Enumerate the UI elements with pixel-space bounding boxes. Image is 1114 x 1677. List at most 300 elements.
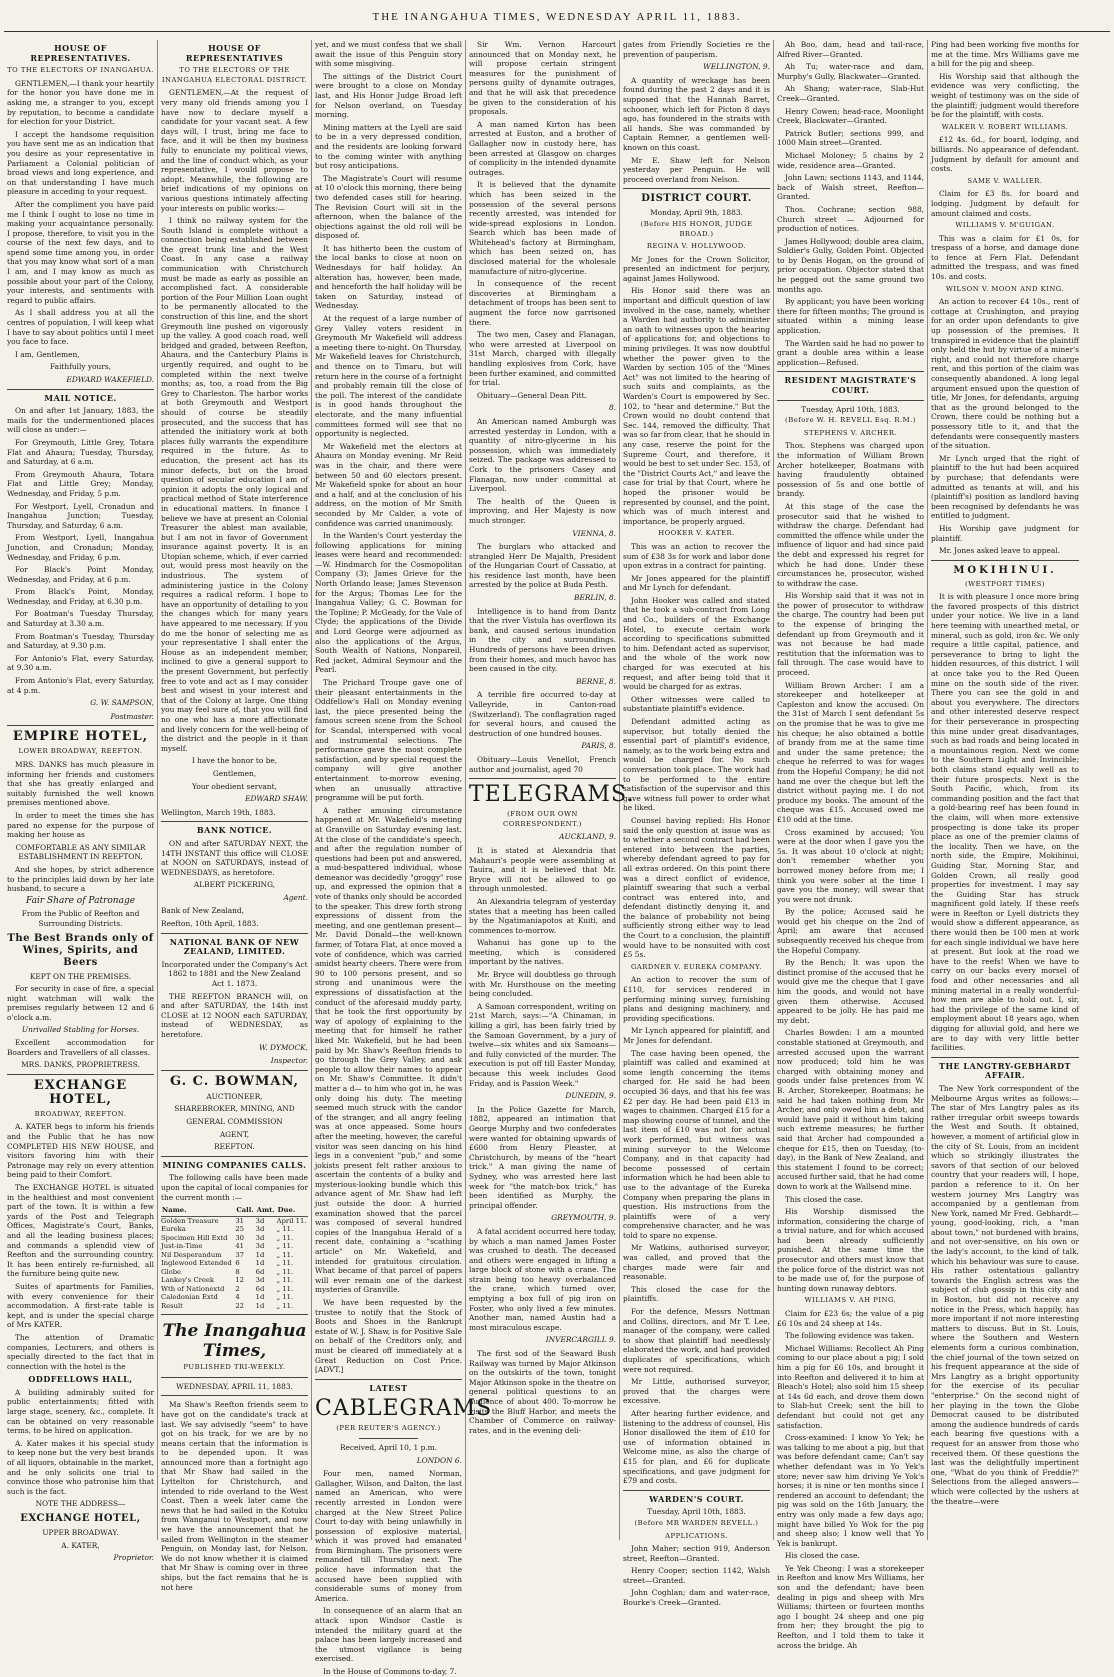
ad-heading: The Best Brands only of Wines, Spirits, and Beers: [7, 932, 154, 968]
court-paragraph: Mr. Jones asked leave to appeal.: [939, 546, 1060, 556]
table-row: [161, 1293, 308, 1302]
case-title: SAME V. WALLIER.: [967, 176, 1043, 185]
section-heading: DISTRICT COURT.: [641, 193, 752, 205]
court-paragraph: At this stage of the case the prosecutor said that he wished to withdraw the charge. Defendant had committed the offence while under the influence of liquor and had since paid the debt and expressed his regret for which he had done. Under these circumstances he, prosecutor, wished to withdraw the case.: [777, 501, 924, 588]
ad-paragraph: GENTLEMEN,—I thank your heartily for the honor you have done me in asking me, a stranger to you, except by reputation, to become a candidate for election for your District.: [7, 78, 154, 127]
notice-line: For Westport, Lyell, Cronadun and Inangahua Junction; Tuesday, Thursday, and Saturday, 6 a.m.: [7, 501, 154, 530]
news-paragraph: The Magistrate's Court will resume at 10 o'clock this morning, there being two defended cases still for hearing. The Revision Court will sit in the afternoon, when the balance of the objections against the old roll will be disposed of.: [315, 173, 462, 241]
news-paragraph: It is believed that the dynamite which has been seized in the possession of the several persons recently arrested, was intended for wide-spread explosions in London. Search which has been made of Whitehead's factory at Birmingham, which has been seized on, has disclosed material for the wholesale manufacture of nitro-glycerine.: [469, 180, 616, 276]
table-cell: „ 11.: [276, 1233, 294, 1242]
court-paragraph: The following evidence was taken.: [785, 1331, 915, 1341]
table-row: [161, 1242, 308, 1251]
table-cell: Specimen Hill Extd: [161, 1233, 228, 1242]
table-cell: Eureka: [161, 1225, 186, 1234]
divider: [7, 725, 154, 726]
dateline: INVERCARGILL 9.: [545, 1335, 616, 1345]
divider: [7, 1074, 154, 1075]
signature: G. W. SAMPSON,: [90, 698, 154, 708]
dateline: AUCKLAND, 9.: [559, 832, 616, 842]
news-paragraph: In consequence of the recent discoveries at Birmingham a detachment of troops has been sent to augment the force now garrisoned there.: [469, 279, 616, 327]
ad-paragraph: Gentlemen,: [212, 768, 257, 778]
ad-paragraph: MRS. DANKS has much pleasure in informing her friends and customers that she has greatly enlarged and suitably furnished the well known premises mentioned above.: [7, 760, 154, 808]
table-cell: „ 11.: [276, 1259, 294, 1268]
table-cell: „ 11.: [276, 1293, 294, 1302]
ad-paragraph: I have the honor to be,: [191, 756, 278, 766]
court-paragraph: Michael Williams: Recollect Ah Ping coming to our place about a pig; I sold him a pig for £6 10s, and brought it into Reefton and delivered it to him at Bleach's Hotel; also sold him 15 sheep at 14s 6d each, and drove them down to Slab-hut Creek; sent the bill to defendant but could not get any satisfaction.: [777, 1343, 924, 1430]
dateline: BERNE, 8.: [575, 676, 616, 686]
news-paragraph: An Alexandria telegram of yesterday states that a meeting has been called by the Ngatimaniapotos at Kuiti, and commences to-morrow.: [469, 896, 616, 935]
court-paragraph: John Hooker was called and stated that he took a sub-contract from Long and Co., builders of the Exchange Hotel, to execute certain work according to specifications submitted to him. Defendant acted as supervisor, and the whole of the work now charged for was executed at his request, and after being told that it would be charged for as extras.: [623, 595, 770, 692]
notice-paragraph: Bank of New Zealand,: [161, 906, 245, 916]
news-paragraph: In consequence of an alarm that an attack upon Windsor Castle is intended the military guard at the palace has been largely increased and the utmost vigilance is being exercised.: [315, 1606, 462, 1664]
ad-paragraph: Excellent accommodation for Boarders and Travellers of all classes.: [7, 1038, 154, 1057]
court-paragraph: Mr Jones for the Crown Solicitor, presented an indictment for perjury, against James Hollywood.: [623, 254, 770, 283]
table-body: [161, 1216, 308, 1310]
notice-paragraph: Incorporated under the Company's Act 1862 to 1881 and the New Zealand Act 1. 1873.: [161, 959, 308, 989]
ad-paragraph: The attention of Dramatic companies, Lecturers, and others is specially directed to the fact that in connection with the hotel is the: [7, 1332, 154, 1371]
table-row: [161, 1216, 308, 1225]
table-cell: 1d: [255, 1301, 265, 1310]
court-paragraph: By applicant; you have been working there for fifteen months; The ground is situated within a mining lease application.: [777, 297, 924, 336]
section-heading: THE LANGTRY-GEBHARDT AFFAIR.: [939, 1060, 1071, 1081]
section-heading: MOKIHINUI.: [953, 564, 1057, 576]
ad-heading: ODDFELLOWS HALL,: [28, 1374, 133, 1385]
table-cell: „ 11.: [276, 1301, 294, 1310]
news-paragraph: Four men, named Norman, Gallagher, Wilson, and Dalton, the last named an American, who were recently arrested in London were charged at the New Street Police Court to-day with being unlawfully in possession of explosive material, which it was proved had emanated from Birmingham. The prisoners were remanded till Thursday next. The police have information that the accused have been supplied with considerable sums of money from America.: [315, 1469, 462, 1603]
table-cell: 4: [235, 1293, 240, 1302]
ad-paragraph: AUCTIONEER,: [206, 1091, 263, 1101]
table-cell: Nil Desperandum: [161, 1250, 222, 1259]
court-paragraph: Ah Tu; water-race and dam, Murphy's Gully, Blackwater—Granted.: [777, 62, 924, 81]
court-paragraph: An action to recover the sum of £110, for services rendered in performing mining survey, furnishing plans and designing machinery, and providing specifications.: [623, 975, 770, 1023]
ad-paragraph: I am, Gentlemen,: [15, 349, 80, 359]
court-paragraph: His Worship said that it was not in the power of prosecutor to withdraw the charge. The country had been put to the expense of bringing the defendant up from Greymouth and it was not because he had made restitution that the information was to fall through. The case would have to proceed.: [777, 591, 924, 678]
table-cell: 3d: [255, 1225, 265, 1234]
table-cell: 6d: [255, 1284, 265, 1293]
ad-paragraph: Wellington, March 19th, 1883.: [161, 807, 276, 817]
news-paragraph: We have been requested by the trustee to notify that the Stock of Boots and Shoes in the Bankrupt estate of W. J. Shaw, is for Positive Sale on behalf of the Creditors only, and must be cleared off immediately at a Great Reduction on Cost Price. [ADVT.]: [315, 1298, 462, 1375]
case-title: HOOKER V. KATER.: [658, 529, 735, 538]
news-paragraph: Mining matters at the Lyell are said to be in a very depressed condition, and the residents are looking forward to the coming winter with anything but rosy anticipations.: [315, 122, 462, 171]
court-paragraph: John Lawn; sections 1143, and 1144, back of Walsh street, Reefton—Granted.: [777, 173, 924, 202]
divider: [315, 1379, 462, 1380]
divider: [359, 1438, 418, 1439]
court-paragraph: Patrick Butler; sections 999, and 1000 Main street—Granted.: [777, 128, 924, 148]
table-cell: Just-in-Time: [161, 1242, 203, 1251]
news-paragraph: Obituary—Louis Venellot, French author and journalist, aged 70: [469, 754, 616, 774]
dateline: 8.: [608, 403, 616, 413]
table-row: [161, 1251, 308, 1260]
court-paragraph: Ah Boo, dam, head and tail-race, Alfred River—Granted.: [777, 40, 924, 59]
ad-paragraph: COMFORTABLE AS ANY SIMILAR ESTABLISHMENT IN REEFTON,: [15, 842, 146, 862]
ad-heading: EMPIRE HOTEL,: [12, 729, 149, 745]
ad-paragraph: REEFTON.: [214, 1142, 255, 1152]
section-subheading: (FROM OUR OWN CORRESPONDENT.): [503, 810, 582, 828]
news-paragraph: In the Police Gazette for March, 1882, appeared an intimation that George Murphy and two confederates were wanted for obtaining upwards of £600 from Henry Pleaster, at Christchurch, by means of the "heart trick." A man giving the name of Sydney, who was arrested here last week for "the match-box trick," has been identified as Murphy, the principal offender.: [469, 1104, 616, 1210]
court-paragraph: John Maher; section 919, Anderson street, Reefton—Granted.: [623, 1544, 770, 1563]
notice-line: From Westport, Lyell, Inangahua Junction, and Cronadun; Monday, Wednesday, and Friday, 6 p.m.: [7, 533, 154, 562]
news-paragraph: A man named Kirton has been arrested at Euston, and a brother of Gallagher now in custody here, has been arrested at Glasgow on charges of complicity in the intended dynamite outrages.: [469, 119, 616, 177]
table-cell: 1d: [255, 1250, 265, 1259]
section-heading: TELEGRAMS.: [469, 782, 635, 808]
case-title: WILLIAMS V. M'GUIGAN.: [955, 221, 1055, 230]
dateline: LONDON 6.: [416, 1455, 462, 1465]
notice-line: For Greymouth, Little Grey, Totara Flat and Ahaura; Tuesday, Thursday, and Saturday, at 6 a.m.: [7, 437, 154, 467]
table-cell: 3d: [255, 1276, 265, 1285]
news-paragraph: Sir Wm. Vernon Harcourt announced that on Monday next, he will propose certain stringent measures for the punishment of persons guilty of dynamite outrages, and that he will ask that precedence be given to the consideration of his proposals.: [469, 40, 616, 117]
news-paragraph: yet, and we must confess that we shall await the issue of this Penguin story with some misgiving.: [315, 40, 462, 69]
ad-paragraph: GENERAL COMMISSION: [186, 1116, 283, 1126]
signature: EDWARD WAKEFIELD.: [66, 375, 154, 384]
ad-paragraph: In order to meet the times she has pared no expense for the purpose of making her house as: [7, 810, 154, 840]
section-subheading: (PER REUTER'S AGENCY.): [336, 1424, 441, 1433]
ad-paragraph: Unrivalled Stabling for Horses.: [21, 1025, 140, 1035]
signature: EDWARD SHAW.: [245, 794, 308, 804]
table-cell: 12: [235, 1276, 244, 1285]
ad-paragraph: I think no railway system for the South Island is complete without a connection being established between the great trunk line and the West Coast. In any case a railway communication with Christchurch must be made as early as possible an accomplished fact. A considerable portion of the Four Million Loan ought to be permanently allocated to the construction of this line, and the short Greymouth line pushed on vigorously up the valley. A good coach road, well bridged and graded, between Reefton, Ahaura, and the Canterbury Plains is urgently required, and ought to be completed within the next twelve months; as, too, a road from the Big Grey to Charleston. The harbor works at both Greymouth and Westport should of course be steadily prosecuted, and the success that has attended the initiatory work at both places fully warrants the expenditure required in the future. As to education, the present act has its minor defects, but on the broad question of secular education I am of opinion it adopts the only logical and practical method of State interference in educational matters. In finance I believe we have at present an Colonial Treasurer the ablest man available, but I am not in favor of Government insurance against poverty. It is an Utopian scheme, which, if ever carried out, would press most heavily on the industrious. The system of administering justice in the Colony requires a radical reform. I hope to have an opportunity of detailing to you the changes which for many years have appeared to me necessary. If you do me the honor of selecting me as your representative I shall enter the House as an independent member, inclined to give a general support to the present Government, but perfectly free to vote and act as I may consider best and wisest in your interest and that of the Colony at large. One thing you may feel sure of, that you will find no one who has a more affectionate and lively concern for the well-being of the district and the people in it than myself.: [161, 216, 308, 753]
column-1: [4, 40, 158, 1563]
divider: [623, 188, 770, 189]
table-row: [161, 1276, 308, 1285]
table-cell: 8: [235, 1267, 240, 1276]
table-heading: MINING COMPANIES CALLS.: [162, 1159, 307, 1170]
court-paragraph: His Worship dismissed the information, considering the charge of a trivial nature, and for which accused had been already sufficiently punished. At the same time the prosecutor and others must know that the police force of the district was not to be made use of, for the purpose of hunting down runaway debtors.: [777, 1207, 924, 1293]
table-cell: „ 11.: [276, 1276, 294, 1285]
court-paragraph: Other witnesses were called to substantiate plaintiff's evidence.: [623, 694, 770, 714]
table-cell: „ 11.: [276, 1267, 294, 1276]
divider: [777, 371, 924, 372]
table-cell: Lankey's Creek: [161, 1276, 215, 1285]
divider: [931, 560, 1079, 561]
court-paragraph: Cross-examined: I know Yo Yek; he was talking to me about a pig, but that was before defendant came; Can't say whether defendant was in Yo Yek's store; never saw him driving Ye Yok's horses; it is nine or ten months since I rendered an account to defendant; the pig was sold on the 16th January, the entry was only made a few days ago; might have billed Yo Wok for the pig and sheep also; I know well that Yo Yek is bankrupt.: [777, 1433, 924, 1548]
notice-line: For Antonio's Flat, every Saturday, at 9.30 a.m.: [7, 653, 154, 673]
court-paragraph: Charles Bowden: I am a mounted constable stationed at Greymouth, and arrested accused upon the warrant now produced; told him he was charged with obtaining money and goods under false pretences from W. B. Archer, Storekeeper, Boatmans; he said he had taken nothing from Mr Archer, and only owed him a debt, and would have paid it without him taking such extreme measures; he further said that Archer had compounded a cheque for £15, then on Tuesday, (to-day), in the Bank of New Zealand, and this statement I found to be correct; accused further said, that he had come down to work at the Wallsend mine.: [777, 1028, 924, 1191]
section-subheading: (WESTPORT TIMES): [964, 579, 1046, 588]
court-date: Tuesday, April 10th, 1883.: [647, 1507, 746, 1517]
masthead-rule: [4, 31, 1110, 32]
ad-heading: HOUSE OF REPRESENTATIVES: [185, 43, 284, 63]
ad-paragraph: For security in case of fire, a special night watchman will walk the premises regularly between 12 and 6 o'clock a.m.: [7, 984, 154, 1022]
court-paragraph: This was a claim for £1 0s, for trespass of a horse, and damage done to fence at Fern Flat. Defendant admitted the trespass, and was fined 10s. and costs.: [931, 233, 1079, 282]
table-cell: 31: [235, 1216, 244, 1225]
court-paragraph: His Worship said that although the evidence was very conflicting, the weight of testimony was on the side of the plaintiff; judgment would therefore be for the plaintiff, with costs.: [931, 71, 1079, 120]
court-date: Tuesday, April 10th, 1883.: [801, 404, 900, 414]
news-paragraph: The sittings of the District Court were brought to a close on Monday last, and His Honor Judge Broad left for Nelson overland, on Tuesday morning.: [315, 71, 462, 120]
table-cell: „ 11.: [276, 1250, 294, 1259]
court-paragraph: Cross examined by accused; You were at the door when I gave you the 5s. It was about 10 o'clock at night; don't remember whether you borrowed money before from me; I think you were sober at the time I gave you the money; will swear that you were not drunk.: [777, 827, 924, 904]
signature: W. DYMOCK,: [259, 1042, 308, 1052]
editorial-paragraph: Ma Shaw's Reefton friends seem to have got on the candidate's track at last. We say advisedly "seem" to have got on his track, for we are by no means certain that the information is to be depended upon. It was announced more than a fortnight ago that Mr Shaw had sailed in the Lyttelton for Christchurch, and intended to ride overland to the West Coast. Then a week later came the news that he had sailed in the Kotuku from Wanganui to Westport, and now we have the announcement that he sailed from Wellington in the steamer Penguin, on Monday last, for Nelson. We do not know whether it is claimed that Mr Shaw is coming over in three ships, but the fact remains that he is not here: [161, 1400, 308, 1592]
notice-paragraph: ALBERT PICKERING,: [193, 880, 276, 890]
court-paragraph: Mr Jones appeared for the plaintiff and Mr Lynch for defendant.: [623, 573, 770, 593]
article-paragraph: The New York correspondent of the Melbourne Argus writes as follows:—The star of Mrs Langtry pales as its rather irregular orbit sweeps towards the West and South. It obtained, however, a moment of artificial glow in the city of St. Louis, from an incident which so strikingly illustrates the savors of that section of our beloved country that your readers will, I hope, pardon a reference to it. On her western journey Mrs Langtry was accompanied by a gentleman from New York, named Mr Fred. Gebhardt—young, good-looking, rich, a "man about town," not burdened with brains, and not over-sensitive, on his own or the lady's account, to the kind of talk, which his behaviour was sure to cause. His rather ostentatious gallantry towards the English actress was the subject of club gossip in this city and in Boston, but did not receive any notice in the Press, which happily, has more important if not more interesting matters to discuss. But in St. Louis, where the Southern and Western elements form a curious combination, the chief journal of the town seized on his frequent appearance at the side of Mrs Langtry as a bright opportunity for the exercise of its peculiar "enterprise." On the second night of her playing in the town the Globe Democrat caused to be distributed among the audience hundreds of cards each bearing five questions with a request for an answer from those who received them. Of these questions the last was the delightfully impertinent one, "What do you think of Freddie?" Selections from the alleged answers—which were collected by the ushers at the theatre—were: [931, 1083, 1079, 1506]
table-cell: „ 11.: [276, 1225, 294, 1234]
table-cell: Caledonian Extd: [161, 1293, 218, 1302]
ad-paragraph: And she hopes, by strict adherence to the principles laid down by her late husband, to secure a: [7, 864, 154, 894]
ad-heading: EXCHANGE HOTEL,: [33, 1077, 128, 1107]
divider: [161, 1070, 308, 1071]
column-6: [774, 40, 928, 1650]
court-paragraph: His Worship gave judgment for plaintiff.: [931, 523, 1079, 543]
divider: [777, 400, 924, 401]
ad-paragraph: Your obedient servant,: [192, 781, 277, 791]
court-paragraph: His closed the case.: [785, 1551, 860, 1561]
dateline: GREYMOUTH, 9.: [551, 1213, 616, 1223]
court-paragraph: Defendant admitted acting as supervisor, but totally denied the essential part of plaintiff's evidence, namely, as to the work being extra and would be charged for. No such conversation took place. The work had to be performed to the entire satisfaction of the supervisor and this gave witness full power to order what he liked.: [623, 717, 770, 813]
table-cell: 25: [235, 1225, 244, 1234]
court-paragraph: After hearing further evidence, and listening to the address of counsel, His Honor disallowed the item of £10 for use of information obtained in Welcome mine, as also the charge of £15 for plan, and £6 for duplicate specifications, and gave judgment for £79 and costs.: [623, 1408, 770, 1486]
court-paragraph: The Warden said he had no power to grant a double area within a lease application—Refused.: [777, 338, 924, 367]
section-heading: RESIDENT MAGISTRATE'S COURT.: [784, 375, 917, 395]
table-cell: 2: [235, 1284, 240, 1293]
column-7: [928, 40, 1082, 1540]
ad-heading: G. C. BOWMAN,: [169, 1073, 300, 1089]
notice-heading: NATIONAL BANK OF NEW ZEALAND, LIMITED.: [169, 936, 300, 957]
table-cell: Inglewood Extended: [161, 1259, 232, 1268]
ad-paragraph: NOTE THE ADDRESS—: [35, 1499, 126, 1509]
divider: [623, 1490, 770, 1491]
news-paragraph: The two men, Casey and Flanagan, who were arrested at Liverpool on 31st March, charged with illegally handling explosives from Cork, have been further examined, and committed for trial.: [469, 330, 616, 388]
table-header-cell: Name.: [161, 1205, 235, 1216]
table-cell: April 11.: [276, 1216, 307, 1225]
column-4: [466, 40, 635, 1540]
ad-paragraph: The EXCHANGE HOTEL is situated in the healthiest and most convenient part of the town. It is within a few yards of the Post and Telegraph Offices, Magistrate's Court, Banks, and all the leading business places; and commands a splendid view of Reefton and the surrounding country. It has been entirely re-furnished, all the furniture being quite new.: [7, 1183, 154, 1279]
case-title: REGINA V. HOLLYWOOD.: [646, 242, 747, 251]
case-title: GARDNER V. EUREKA COMPANY.: [630, 962, 763, 971]
table-header-row: [161, 1205, 308, 1216]
column-3: [312, 40, 493, 1676]
news-paragraph: At the request of a large number of Grey Valley voters resident in Greymouth Mr Wakefield will address a meeting there to-night. On Thursday, Mr Wakefield leaves for Christchurch, and thence on to Timaru, but will return here in the course of a fortnight and probably remain till the close of the poll. The interest of the candidate is in good hands throughout the electorate, and the many influential committees formed will see that no opportunity is neglected.: [315, 314, 462, 439]
table-row: [161, 1302, 308, 1311]
notice-line: On and after 1st January, 1883, the mails for the undermentioned places will close as under:—: [7, 406, 154, 435]
court-paragraph: Mr Lynch urged that the right of plaintiff to the hut had been acquired by purchase; that defendants were admitted as tenants at will, and his (plaintiff's) position as landlord having been recognised by defendants he was entitled to judgment.: [931, 453, 1079, 521]
news-paragraph: A Samoan correspondent, writing on 21st March, says:—"A Chinaman, in killing a girl, has been fairly tried by the Samoan Government, by a jury of twelve—six whites and six Samoans—and fully convicted of the murder. The execution is put off till Easter Monday, because this week includes Good Friday, and is Passion Week.": [469, 1001, 616, 1088]
ad-paragraph: After the compliment you have paid me I think I ought to lose no time in making your acquaintance personally. I propose, therefore, to visit you in the course of the next few days, and to spend some time among you, in order that you may know what sort of a man I am, and I may know as much as possible about your part of the Colony, your interests, and sentiments with regard to public affairs.: [7, 199, 154, 305]
ad-paragraph: Faithfully yours,: [50, 362, 111, 372]
news-paragraph: A rather amusing circumstance happened at Mr. Wakefield's meeting at Granville on Saturday evening last. At the close of the candidate's speech, and after the regulation number of questions had been put and answered, a mud-bespattered individual, whose demeanor was decidedly "groggy" rose up, and expressed the opinion that a vote of thanks only should be accorded to the speaker. This drew forth strong expressions of dissent from the meeting, and one gentleman present—Mr. David Donald—the well-known farmer, of Totara Flat, at once moved a vote of confidence, which was carried amidst hearty cheers. There were from 90 to 100 persons present, and so strong and unanimous were the expressions of dissatisfaction at the conduct of the aforesaid muddy party, that he took the first opportunity by way of apology of explaining to the meeting that for himself he rather liked Mr. Wakefield, but he had been paid by Mr. Shaw's Reefton friends to go through the Grey Valley, and ask people to allow their names to appear on Mr. Shaw's Committee. It didn't matter a d— to him who got in, he was only doing his duty. The meeting seemed much struck with the candor of the stranger, and all angry feeling was at once appeased. Some hours after the meeting, however, the careful visitor was seen dancing on his hind legs in a convenient "pub," and some jokists present felt rather anxious to ascertain the contents of a bulky and mysterious-looking bundle which this advance agent of Mr. Shaw had left just outside the door. A hurried examination showed that the parcel was composed of several hundred copies of the Inangahua Herald of a recent date, containing a "scathing article" on Mr. Wakefield, and intended for gratuitous circulation. What became of that parcel of papers will ever remain one of the darkest mysteries of Granville.: [315, 805, 462, 1295]
court-paragraph: His Honor said there was an important and difficult question of law involved in the case, namely, whether a Warden had authority to administer an oath to witnesses upon the hearing of applications for, and objections to mining privileges. It was now doubtful whether the power given to the Warden by section 105 of the "Mines Act" was not limited to the hearing of such suits and complaints, as the Warden's Court is empowered by Sec. 102, to "hear and determine." But the Crown would no doubt contend that Sec. 144, removed the difficulty. That was so far from clear, that he should in any case, reserve the point for the Supreme Court, and therefore, it would be best to set under Sec. 153, of the "District Courts Act," and leave the case for trial by that Court, where he hoped the prisoner would be represented by counsel, and the point, which was of much interest and importance, be properly argued.: [623, 286, 770, 526]
notice-line: For Black's Point Monday, Wednesday, and Friday, at 6 p.m.: [7, 565, 154, 584]
court-paragraph: Michael Moloney; 5 chains by 2 wide, residence area—Granted.: [777, 150, 924, 170]
court-paragraph: The case having been opened, the plaintiff was called and examined at some length concerning the items charged for. He said he had been occupied 36 days, and that his fee was £2 per day. He had been paid £13 in wages to chainmen. Charged £15 for a map showing course of tunnel, and the last item of £10 was not for actual work performed, but witness was mining surveyor to the Welcome Company, and in that capacity had become possessed of certain information which he had been able to use to the advantage of the Eureka Company when preparing the plans in question. His instructions from the plaintiffs were of a very comprehensive character, and he was told to spare no expense.: [623, 1048, 770, 1240]
table-cell: 30: [235, 1233, 244, 1242]
newspaper-nameplate: The Inangahua Times,: [162, 1321, 307, 1362]
ad-paragraph: I accept the handsome requisition you have sent me as an indication that you desire as your representative in Parliament a Colonial politician of broad views and long experience, and on that understanding I have much pleasure in acceding to your request.: [7, 129, 154, 197]
column-2: [158, 40, 312, 1592]
court-paragraph: John Coghlan; dam and water-race, Bourke's Creek—Granted.: [623, 1588, 770, 1608]
news-paragraph: Mr E. Shaw left for Nelson yesterday per Penguin. He will proceed overland from Nelson.: [623, 155, 770, 184]
table-header-cell: Amt.: [256, 1206, 275, 1215]
ad-subheading: BROADWAY, REEFTON.: [34, 1109, 127, 1118]
table-cell: Wth of Nationextd: [161, 1284, 225, 1293]
section-heading: LATEST: [369, 1382, 408, 1393]
divider: [161, 933, 308, 934]
court-paragraph: James Hollywood; double area claim, Soldier's Gully, Golden Point. Objected to by Denis Hogan, on the ground of prior occupation. Objector stated that he pegged out the same ground two months ago.: [777, 236, 924, 294]
ad-paragraph: Suites of apartments for Families, with every convenience for their accommodation. A first-rate table is kept, and is under the special charge of Mrs KATER.: [7, 1281, 154, 1330]
notice-line: From Antonio's Flat, every Saturday, at 4 p.m.: [7, 676, 154, 695]
table-intro: The following calls have been made upon the capital of local companies for the current month :—: [161, 1173, 308, 1202]
divider: [161, 1395, 308, 1396]
notice-paragraph: THE REEFTON BRANCH will, on and after SATURDAY, the 14th inst CLOSE at 12 NOON each SATURDAY, instead of WEDNESDAY, as heretofore.: [161, 991, 308, 1039]
news-paragraph: Wahanui has gone up to the meeting, which is considered important by the natives.: [469, 938, 616, 967]
court-date: Monday, April 9th, 1883.: [650, 208, 743, 218]
news-paragraph: The first sod of the Seaward Bush Railway was turned by Major Atkinson on the outskirts of the town, tonight Major Atkinson spoke in the theatre on general political questions to an audience of about 400. To-morrow he visits the Bluff Harbor, and meets the Chamber of Commerce on railway-rates, and in the evening deli-: [469, 1349, 616, 1435]
court-paragraph: Claim for £23 6s; the value of a pig £6 10s and 24 sheep at 14s.: [777, 1309, 924, 1328]
table-cell: 41: [235, 1242, 244, 1251]
ad-subheading: TO THE ELECTORS OF THE INANGAHUA ELECTORAL DISTRICT.: [161, 66, 308, 84]
court-paragraph: Ah Shang; water-race, Slab-Hut Creek—Granted.: [777, 84, 924, 103]
case-title: APPLICATIONS.: [665, 1531, 728, 1540]
ad-paragraph: SHAREBROKER, MINING, AND: [174, 1104, 295, 1114]
court-presiding: (Before W. H. REVELL Esq. R.M.): [785, 416, 916, 425]
section-heading: WARDEN'S COURT.: [649, 1493, 744, 1504]
notice-heading: MAIL NOTICE.: [44, 392, 117, 403]
ad-paragraph: GENTLEMEN,—At the request of very many old friends among you I have now to declare myself a candidate for your vacant seat. A few days will, I trust, bring me face to face, and it will be then my business fully to enunciate my political views, and the line of conduct which, as your representative, I would propose to adopt. Meanwhile, the following are brief indications of my opinions on various questions intimately affecting your interests on public works:—: [161, 88, 308, 213]
dateline: Received, April 10, 1 p.m.: [339, 1442, 438, 1452]
divider: [161, 1377, 308, 1378]
news-paragraph: The health of the Queen is improving, and Her Majesty is now much stronger.: [469, 496, 616, 525]
table-row: [161, 1259, 308, 1268]
notice-paragraph: ON and after SATURDAY NEXT, the 14TH INSTANT this office will CLOSE at NOON on SATURDAYS, instead of WEDNESDAYS, as heretofore.: [161, 838, 308, 877]
dateline: BERLIN, 8.: [574, 593, 616, 603]
case-title: STEPHENS V. ARCHER.: [803, 428, 898, 437]
notice-heading: BANK NOTICE.: [196, 825, 273, 836]
notice-line: From Greymouth Ahaura, Totara Flat and Little Grey; Monday, Wednesday, and Friday, 5 p.m.: [7, 469, 154, 498]
table-cell: 3d: [255, 1233, 265, 1242]
court-paragraph: This closed the case.: [785, 1194, 863, 1204]
table-cell: Globe: [161, 1267, 182, 1276]
ad-paragraph: A. KATER begs to inform his friends and the Public that he has now COMPLETED HIS NEW HOUSE, and visitors favoring him with their Patronage may rely on every attention being paid to their Comfort.: [7, 1122, 154, 1180]
table-cell: „ 11.: [276, 1242, 294, 1251]
dateline: PARIS, 8.: [581, 741, 616, 751]
table-row: [161, 1268, 308, 1277]
issue-date: WEDNESDAY, APRIL 11, 1883.: [176, 1381, 293, 1391]
court-paragraph: By the Bench; It was upon the distinct promise of the accused that he would give me the cheque that I gave him the goods, and would not have given them otherwise. Accused appeared to be jolly. He has paid me my debt.: [777, 958, 924, 1025]
news-paragraph: The burglars who attacked and strangled Herr De Majalth, President of the Hungarian Court of Cassatio, at his residence last month, have been arrested by the police at Buda Pesth.: [469, 542, 616, 590]
ad-paragraph: A. Kater makes it his special study to keep none but the very best brands of all liquors, obtainable in the market, and he only solicits one trial to convince those who patronise him that such is the fact.: [7, 1438, 154, 1496]
court-paragraph: An action to recover £4 10s., rent of cottage at Crushington, and praying for an order upon defendants to give up possession of the premises. It transpired in evidence that the plaintiff only held the hut by virtue of a miner's right, and could not therefore charge rent, and this portion of the claim was consequently abandoned. A long legal argument ensued upon the question of title, Mr Jones, for defendants, arguing that as the ground belonged to the Crown, there could be nothing but a possessory title to it, and that the defendants were consequently masters of the situation.: [931, 297, 1079, 451]
court-presiding: (Before MR WARDEN REVELL.): [634, 1518, 759, 1527]
court-paragraph: Counsel having replied: His Honor said the only question at issue was as to whether a second contract had been entered into between the parties, whereby defendant agreed to pay for all extras ordered. On this point there was a direct conflict of evidence, plaintiff swearing that such a verbal contract was entered into, and defendant distinctly denying it, and the balance of probability not being sufficiently strong either way to lead the Court to a conclusion, the plaintiff would have to be nonsuited with cost £5 5s.: [623, 815, 770, 960]
divider: [161, 1314, 308, 1315]
masthead: THE INANGAHUA TIMES, WEDNESDAY APRIL 11, 1883.: [372, 11, 742, 23]
notice-line: From Black's Point, Monday, Wednesday, and Friday, at 6.30 p.m.: [7, 587, 154, 606]
table-cell: 37: [235, 1250, 244, 1259]
notice-line: For Boatman's Tuesday Thursday, and Saturday at 3.30 a.m.: [7, 609, 154, 629]
ad-paragraph: AGENT,: [219, 1129, 250, 1139]
news-paragraph: Mr. Bryce will doubtless go through with Mr. Hursthouse on the meeting being concluded.: [469, 970, 616, 999]
ad-paragraph: KEPT ON THE PREMISES.: [29, 971, 132, 981]
dateline: DUNEDIN, 9.: [565, 1091, 616, 1101]
table-header-cell: Call.: [236, 1206, 254, 1215]
ad-heading: EXCHANGE HOTEL,: [20, 1513, 141, 1524]
ad-paragraph: A. KATER,: [61, 1540, 100, 1550]
news-paragraph: It is stated at Alexandria that Mahauri's people were assembling at Tauira, and it is believed that Mr. Bryce will not be allowed to go through unmolested.: [469, 845, 616, 894]
nameplate-subtitle: PUBLISHED TRI-WEEKLY.: [183, 1363, 286, 1372]
mining-calls-table: [161, 1205, 308, 1310]
ad-heading: HOUSE OF REPRESENTATIVES.: [30, 43, 131, 63]
news-paragraph: The Prichard Troupe gave one of their pleasant entertainments in the Oddfellow's Hall on Monday evening last, the piece presented being the famous screen scene from the School for Scandal, interspersed with vocal and instrumental selections. The performance gave the most complete satisfaction, and by special request the company will give another entertainment to-morrow evening, when an unusually attractive programme will be put forth.: [315, 678, 462, 803]
notice-line: From Boatman's Tuesday, Thursday and Saturday, at 9.30 p.m.: [7, 631, 154, 651]
case-title: WILLIAMS V. AH PING.: [804, 1296, 897, 1305]
table-cell: 1d: [255, 1293, 265, 1302]
court-paragraph: This closed the case for the plaintiffs.: [623, 1284, 770, 1304]
news-paragraph: Mr Wakefield met the electors at Ahaura on Monday evening. Mr Reid was in the chair, and there were between 50 and 60 electors present. Mr Wakefield spoke for about an hour and a half, and at the conclusion of his address, on the motion of Mr Smith seconded by Mr Calder, a vote of confidence was carried unanimously.: [315, 441, 462, 528]
notice-paragraph: Reefton, 10th April, 1883.: [161, 919, 259, 929]
table-cell: Golden Treasure: [161, 1216, 219, 1225]
court-paragraph: £12 4s. 6d., for board, lodging, and billiards. No appearance of defendant. Judgment by default for amount and costs.: [931, 135, 1079, 174]
table-cell: „ 11.: [276, 1284, 294, 1293]
court-paragraph: Ping had been working five months for me at the time. Mrs Williams gave me a bill for the pig and sheep.: [931, 40, 1079, 69]
news-paragraph: Intelligence is to hand from Dantz that the river Vistula has overflown its bank, and caused serious inundation in the city and surroundings. Hundreds of persons have been driven from their homes, and much havoc has been caused in the city.: [469, 606, 616, 674]
divider: [931, 1057, 1079, 1058]
table-cell: 22: [235, 1301, 244, 1310]
ad-subheading: TO THE ELECTORS OF INANGAHUA.: [7, 66, 154, 75]
column-5: [620, 40, 774, 1608]
table-cell: Result: [161, 1301, 183, 1310]
news-paragraph: An American named Amburgh was arrested yesterday in London, with a quantity of nitro-glycerine in his possession, which was immediately seized. The package was addressed to Cork to the prisoners Casey and Flanagan, now under committal at Liverpool.: [469, 416, 616, 494]
table-row: [161, 1225, 308, 1234]
ad-paragraph: Fair Share of Patronage: [25, 895, 136, 906]
news-paragraph: A terrible fire occurred to-day at Valleyride, in Canton-road (Switzerland). The conflagration raged for several hours, and caused the destruction of one hundred houses.: [469, 690, 616, 738]
article-paragraph: It is with pleasure I once more bring the favored prospects of this district under your notice. We live in a land here teeming with unearthed metal, or mineral, such as gold, iron &c. We only require a little capital, patience, and perseverance to bring to light the hidden resources, of this district. I will at once take you to the Red Queen mine on the south side of the river. There you can see the gold in and about you everywhere. The directors and other interested deserve respect for their perseverance in prospecting this mine under great disadvantages, such as bad roads and being located in a mountainous region. Next we come to the Southern Light and Invincible; both claims stand equally well as to their future prospects. Next is the South Pacific, which, from its commanding position and the fact that a gold-bearing reef has been found in the claim, will when more extensive prospecting is done take its proper place as one of the premier claims of the locality. Then we have, on the north side, the Empire, Mokihinui, Guiding Star, Morning Star, and Golden Crown, all really good properties for investment. I may say the Guiding Star has struck magnificent gold lately. If these reefs were in Reefton or Lyell districts they would show a different appearance, as there would then be 100 men at work for each single individual we have here at present. But look at the road we have to the reefs! When we have to carry on our backs every morsel of food and other necessaries and all mining material in a really wonderful-how men are able to hold out. I, sir, had the privilege of the same kind of employment about 18 years ago, when digging for alluvial gold, and here we are to day with very little better facilities.: [931, 592, 1079, 1053]
court-paragraph: This was an action to recover the sum of £38 3s for work and labor done upon extras in a contract for painting.: [623, 541, 770, 571]
court-paragraph: Henry Cowen; head-race, Moonlight Creek, Blackwater—Granted.: [777, 106, 924, 126]
news-paragraph: It has hitherto been the custom of the local banks to close at noon on Wednesdays for half holiday. An alteration has, however, been made, and henceforth the half holiday will be taken on Saturday, instead of Wednesday.: [315, 243, 462, 311]
table-row: [161, 1285, 308, 1294]
court-paragraph: William Brown Archer: I am a storekeeper and hotelkeeper at Capleston and know the accused: On the 31st of March I sent defendant 5s on the promise that he was to give me his cheque; he also obtained a bottle of brandy from me at the same time and under the same pretence; the cheque he referred to was for wages from the Hopeful Company; he did not hand me over the cheque but left the district without paying me. I do not produce my books. The amount of the cheque was £15. Accused owed me £10 odd at the time.: [777, 680, 924, 824]
ad-paragraph: UPPER BROADWAY.: [42, 1528, 119, 1537]
table-cell: 6d: [255, 1267, 265, 1276]
ad-subheading: LOWER BROADWAY, REEFTON.: [18, 747, 143, 756]
table-cell: 1d: [255, 1259, 265, 1268]
case-title: WILSON V. MOON AND KING.: [945, 284, 1065, 293]
court-paragraph: Mr Watkins, authorised surveyor, was called, and proved that the charges made were fair and reasonable.: [623, 1243, 770, 1282]
court-presiding: (Before HIS HONOR, JUDGE BROAD.): [640, 219, 753, 238]
dateline: VIENNA, 8.: [572, 528, 616, 538]
divider: [161, 1156, 308, 1157]
table-cell: 3d: [255, 1216, 265, 1225]
signature-title: Postmaster.: [110, 711, 154, 721]
court-paragraph: Mr Lynch appeared for plaintiff, and Mr Jones for defendant.: [623, 1026, 770, 1045]
divider: [161, 821, 308, 822]
dateline: WELLINGTON, 9.: [703, 62, 770, 72]
court-paragraph: Thos. Cochrane; section 988, Church street — Adjourned for production of notices.: [777, 204, 924, 234]
ad-paragraph: From the Public of Reefton and Surrounding Districts.: [21, 909, 140, 928]
court-paragraph: Mr Little, authorised surveyor, proved that the charges were excessive.: [623, 1377, 770, 1406]
signature-title: Proprietor.: [113, 1553, 154, 1563]
signature-title: Agent.: [283, 892, 308, 902]
ad-paragraph: As I shall address you at all the centres of population, I will keep what I have to say about politics until I meet you face to face.: [7, 308, 154, 347]
news-paragraph: A quantity of wreckage has been found during the past 2 days and it is supposed that the Hannah Barret, schooner, which left for Picton 8 days ago, has foundered in the straits with all hands. She was commanded by Captain Remner, a gentlemen well-known on this coast.: [623, 75, 770, 152]
court-paragraph: For the defence, Messrs Nottman and Collins, directors, and Mr T. Lee, manager of the company, were called to show that plaintiff had needlessly elaborated the work, and had provided duplicates of specifications, which were not required.: [623, 1307, 770, 1374]
news-paragraph: In the House of Commons to-day, 7.: [323, 1667, 457, 1676]
court-paragraph: Claim for £3 8s. for board and lodging. Judgment by default for amount claimed and costs.: [931, 189, 1079, 218]
table-row: [161, 1234, 308, 1243]
divider: [7, 389, 154, 390]
divider: [469, 778, 616, 779]
ad-paragraph: A building admirably suited for public entertainments; fitted with large stage, scenery, &c., complete. It can be obtained on very reasonable terms, to be hired on application.: [7, 1387, 154, 1436]
court-paragraph: Thos. Stephens was charged upon the information of William Brown Archer hotelkeeper, Boatmans with having fraudulently obtained possession of 5s and one bottle of brandy.: [777, 441, 924, 499]
news-paragraph: gates from Friendly Societies re the prevention of pauperism.: [623, 40, 770, 59]
court-paragraph: Henry Cooper; section 1142, Walsh street—Granted.: [623, 1566, 770, 1585]
court-paragraph: Ye Yek Cheong: I was a storekeeper in Reefton and know Mrs Williams, her son and the defendant; have been dealing in pigs and sheep with Mrs Williams; thirteen or fourteen months ago I bought 24 sheep and one pig from her; they brought the pig to Reefton, and I told them to take it across the bridge. Ah: [777, 1563, 924, 1650]
case-title: WALKER V. ROBERT WILLIAMS.: [941, 122, 1069, 131]
news-paragraph: In the Warden's Court yesterday the following applications for mining leases were heard and recommended:—W. Hindmarch for the Cosmopolitan Company (3); James Grieve for the North Orlando lease; James Stevenson for the Argus; Thomas Lee for the Inangahua Valley; G. C. Bowman for the Topline; P. McGeady, for the Vale of Clyde; the applications of the Divide and Lord George were adjourned as also the applications of the Argus, South Wealth of Nations, Nonpareil, Red jacket, Admiral Seymour and the Pearl.: [315, 531, 462, 675]
news-paragraph: Obituary—General Dean Pitt.: [477, 390, 587, 400]
section-heading: CABLEGRAMS: [315, 1396, 493, 1422]
signature-title: Inspector.: [270, 1056, 308, 1066]
